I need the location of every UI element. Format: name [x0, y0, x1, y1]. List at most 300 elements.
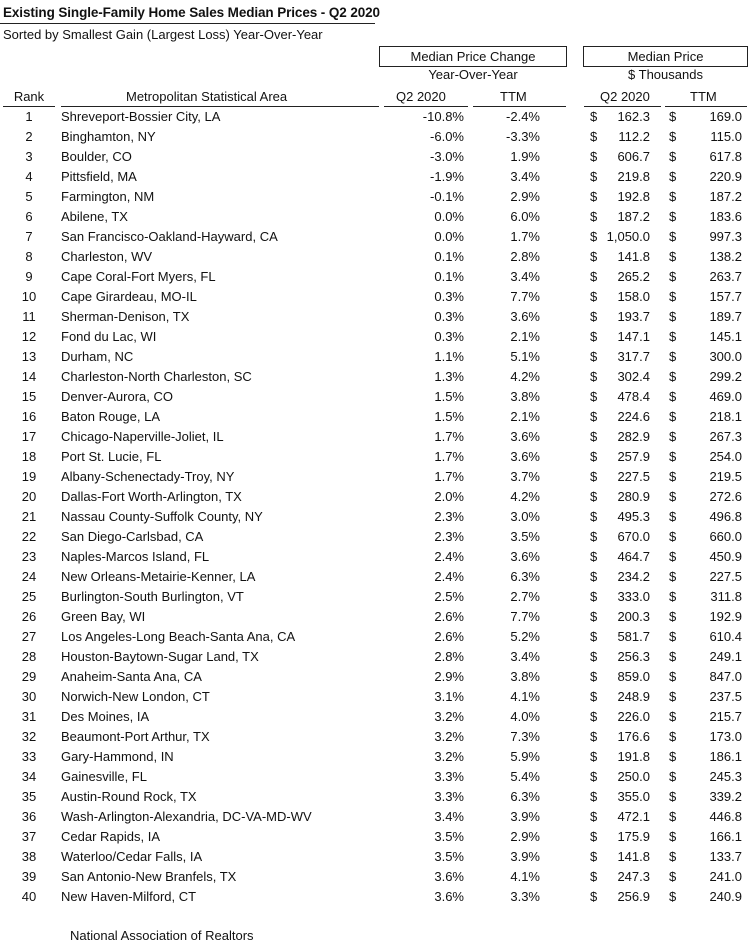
change-ttm-cell: 6.3% [510, 789, 540, 804]
table-row [0, 467, 750, 487]
price-q2-cell: 192.8 [617, 189, 650, 204]
rank-column-header: Rank [13, 89, 45, 104]
msa-name-cell: Dallas-Fort Worth-Arlington, TX [61, 489, 242, 504]
price-q2-cell: 859.0 [617, 669, 650, 684]
currency-symbol: $ [669, 109, 677, 124]
price-q2-cell: 464.7 [617, 549, 650, 564]
rank-cell: 6 [25, 209, 33, 224]
change-ttm-cell: 6.0% [510, 209, 540, 224]
currency-symbol: $ [590, 369, 598, 384]
change-q2-cell: -10.8% [422, 109, 464, 124]
currency-symbol: $ [669, 629, 677, 644]
change-ttm-cell: 3.6% [510, 449, 540, 464]
rank-cell: 7 [25, 229, 33, 244]
title-underline [0, 23, 375, 24]
currency-symbol: $ [590, 509, 598, 524]
currency-symbol: $ [590, 129, 598, 144]
change-ttm-cell: 3.6% [510, 549, 540, 564]
price-q2-cell: 670.0 [617, 529, 650, 544]
change-ttm-cell: 4.0% [510, 709, 540, 724]
change-ttm-cell: 3.7% [510, 469, 540, 484]
change-q2-cell: 0.3% [434, 329, 464, 344]
price-q2-cell: 333.0 [617, 589, 650, 604]
msa-name-cell: Nassau County-Suffolk County, NY [61, 509, 263, 524]
msa-name-cell: Des Moines, IA [61, 709, 150, 724]
table-row [0, 147, 750, 167]
price-q2-cell: 256.3 [617, 649, 650, 664]
table-row [0, 787, 750, 807]
change-q2-cell: 1.7% [434, 469, 464, 484]
currency-symbol: $ [590, 489, 598, 504]
currency-symbol: $ [590, 469, 598, 484]
rank-cell: 3 [25, 149, 33, 164]
price-ttm-cell: 847.0 [709, 669, 742, 684]
price-q2-cell: 265.2 [617, 269, 650, 284]
price-q2-cell: 112.2 [618, 129, 650, 144]
price-q2-cell: 227.5 [617, 469, 650, 484]
currency-symbol: $ [669, 749, 677, 764]
table-row [0, 107, 750, 127]
change-ttm-cell: 4.2% [510, 369, 540, 384]
table-row [0, 647, 750, 667]
currency-symbol: $ [669, 589, 677, 604]
msa-name-cell: San Antonio-New Branfels, TX [61, 869, 237, 884]
currency-symbol: $ [590, 189, 598, 204]
change-ttm-cell: 5.9% [510, 749, 540, 764]
msa-name-cell: New Orleans-Metairie-Kenner, LA [61, 569, 256, 584]
price-ttm-cell: 219.5 [709, 469, 742, 484]
table-row [0, 867, 750, 887]
currency-symbol: $ [669, 849, 677, 864]
rank-cell: 31 [21, 709, 37, 724]
table-row [0, 547, 750, 567]
median-price-group-header: Median Price [583, 46, 748, 67]
currency-symbol: $ [590, 329, 598, 344]
price-q2-cell: 187.2 [617, 209, 650, 224]
price-ttm-cell: 183.6 [709, 209, 742, 224]
currency-symbol: $ [590, 809, 598, 824]
price-q2-cell: 158.0 [617, 289, 650, 304]
change-ttm-cell: 5.2% [510, 629, 540, 644]
currency-symbol: $ [669, 509, 677, 524]
page-subtitle: Sorted by Smallest Gain (Largest Loss) Year-Over-Year [3, 27, 323, 42]
currency-symbol: $ [669, 829, 677, 844]
price-q2-cell: 250.0 [617, 769, 650, 784]
msa-name-cell: Charleston-North Charleston, SC [61, 369, 252, 384]
change-q2-cell: 2.0% [434, 489, 464, 504]
change-q2-cell: -6.0% [430, 129, 464, 144]
rank-cell: 5 [25, 189, 33, 204]
msa-name-cell: Gainesville, FL [61, 769, 147, 784]
change-q2-cell: 1.7% [434, 449, 464, 464]
rank-cell: 33 [21, 749, 37, 764]
currency-symbol: $ [669, 329, 677, 344]
change-q2-cell: -1.9% [430, 169, 464, 184]
price-q2-cell: 472.1 [617, 809, 650, 824]
change-ttm-cell: 1.9% [510, 149, 540, 164]
change-ttm-cell: 3.3% [510, 889, 540, 904]
rank-cell: 32 [21, 729, 37, 744]
price-q2-cell: 302.4 [617, 369, 650, 384]
currency-symbol: $ [590, 729, 598, 744]
msa-name-cell: San Francisco-Oakland-Hayward, CA [61, 229, 278, 244]
currency-symbol: $ [590, 229, 598, 244]
price-ttm-cell: 227.5 [709, 569, 742, 584]
table-row [0, 287, 750, 307]
msa-name-cell: Pittsfield, MA [61, 169, 137, 184]
currency-symbol: $ [590, 849, 598, 864]
currency-symbol: $ [669, 709, 677, 724]
currency-symbol: $ [590, 209, 598, 224]
msa-name-cell: Houston-Baytown-Sugar Land, TX [61, 649, 259, 664]
currency-symbol: $ [669, 769, 677, 784]
change-q2-cell: 3.6% [434, 869, 464, 884]
rank-cell: 20 [21, 489, 37, 504]
msa-name-cell: Waterloo/Cedar Falls, IA [61, 849, 203, 864]
table-row [0, 267, 750, 287]
currency-symbol: $ [590, 689, 598, 704]
msa-name-cell: Cape Girardeau, MO-IL [61, 289, 197, 304]
change-q2-cell: 2.6% [434, 609, 464, 624]
price-ttm-cell: 263.7 [709, 269, 742, 284]
price-q2-cell: 581.7 [617, 629, 650, 644]
price-ttm-cell: 245.3 [709, 769, 742, 784]
currency-symbol: $ [669, 169, 677, 184]
change-ttm-cell: -2.4% [506, 109, 540, 124]
msa-name-cell: Burlington-South Burlington, VT [61, 589, 244, 604]
table-row [0, 427, 750, 447]
rank-cell: 22 [21, 529, 37, 544]
page-title: Existing Single-Family Home Sales Median Prices - Q2 2020 [3, 5, 380, 20]
median-price-group-subheader: $ Thousands [628, 67, 703, 82]
table-row [0, 767, 750, 787]
change-ttm-cell: 2.9% [510, 189, 540, 204]
price-ttm-cell: 173.0 [709, 729, 742, 744]
price-ttm-cell: 145.1 [709, 329, 742, 344]
rank-cell: 27 [21, 629, 37, 644]
change-ttm-cell: 2.9% [510, 829, 540, 844]
currency-symbol: $ [669, 289, 677, 304]
price-q2-cell: 478.4 [617, 389, 650, 404]
currency-symbol: $ [669, 409, 677, 424]
rank-cell: 39 [21, 869, 37, 884]
rank-cell: 1 [25, 109, 33, 124]
price-change-group-subheader: Year-Over-Year [428, 67, 518, 82]
table-row [0, 607, 750, 627]
table-row [0, 207, 750, 227]
change-q2-cell: 1.5% [434, 409, 464, 424]
msa-name-cell: Green Bay, WI [61, 609, 146, 624]
rank-cell: 19 [21, 469, 37, 484]
currency-symbol: $ [590, 549, 598, 564]
table-row [0, 507, 750, 527]
change-ttm-cell: 7.7% [510, 289, 540, 304]
price-q2-cell: 280.9 [617, 489, 650, 504]
table-row [0, 247, 750, 267]
msa-name-cell: Beaumont-Port Arthur, TX [61, 729, 210, 744]
msa-name-cell: Abilene, TX [61, 209, 128, 224]
price-ttm-cell: 339.2 [709, 789, 742, 804]
msa-name-cell: Cedar Rapids, IA [61, 829, 160, 844]
currency-symbol: $ [590, 669, 598, 684]
currency-symbol: $ [590, 269, 598, 284]
table-row [0, 487, 750, 507]
price-ttm-cell: 169.0 [709, 109, 742, 124]
currency-symbol: $ [590, 649, 598, 664]
table-row [0, 587, 750, 607]
price-ttm-cell: 115.0 [710, 129, 742, 144]
change-ttm-cell: 4.1% [510, 689, 540, 704]
price-q2-cell: 147.1 [617, 329, 650, 344]
rank-cell: 10 [21, 289, 37, 304]
change-q2-cell: 2.4% [434, 569, 464, 584]
table-row [0, 127, 750, 147]
currency-symbol: $ [669, 129, 677, 144]
change-q2-cell: 3.4% [434, 809, 464, 824]
price-q2-cell: 234.2 [617, 569, 650, 584]
msa-name-cell: Charleston, WV [61, 249, 153, 264]
currency-symbol: $ [590, 529, 598, 544]
rank-cell: 30 [21, 689, 37, 704]
rank-cell: 9 [25, 269, 33, 284]
price-ttm-cell: 166.1 [709, 829, 742, 844]
change-q2-cell: 1.5% [434, 389, 464, 404]
rank-cell: 12 [21, 329, 37, 344]
change-q2-cell: 1.3% [434, 369, 464, 384]
change-ttm-cell: 4.1% [510, 869, 540, 884]
currency-symbol: $ [590, 429, 598, 444]
table-row [0, 167, 750, 187]
rank-cell: 29 [21, 669, 37, 684]
currency-symbol: $ [669, 449, 677, 464]
msa-name-cell: Port St. Lucie, FL [61, 449, 162, 464]
rank-cell: 34 [21, 769, 37, 784]
price-q2-cell: 256.9 [617, 889, 650, 904]
price-q2-cell: 224.6 [617, 409, 650, 424]
price-ttm-cell: 617.8 [709, 149, 742, 164]
price-q2-cell: 200.3 [617, 609, 650, 624]
msa-name-cell: Boulder, CO [61, 149, 132, 164]
change-ttm-cell: 3.4% [510, 649, 540, 664]
price-ttm-cell: 133.7 [709, 849, 742, 864]
currency-symbol: $ [669, 549, 677, 564]
rank-cell: 2 [25, 129, 33, 144]
currency-symbol: $ [590, 749, 598, 764]
table-row [0, 667, 750, 687]
currency-symbol: $ [669, 669, 677, 684]
table-row [0, 447, 750, 467]
price-ttm-cell: 660.0 [709, 529, 742, 544]
price-ttm-cell: 249.1 [709, 649, 742, 664]
rank-cell: 18 [21, 449, 37, 464]
currency-symbol: $ [669, 369, 677, 384]
change-ttm-cell: 2.1% [510, 409, 540, 424]
msa-name-cell: Denver-Aurora, CO [61, 389, 173, 404]
currency-symbol: $ [590, 769, 598, 784]
price-q2-cell: 193.7 [617, 309, 650, 324]
price-q2-cell: 1,050.0 [606, 229, 650, 244]
change-q2-cell: 2.6% [434, 629, 464, 644]
table-row [0, 367, 750, 387]
price-q2-cell: 191.8 [617, 749, 650, 764]
msa-name-cell: New Haven-Milford, CT [61, 889, 197, 904]
rank-cell: 25 [21, 589, 37, 604]
change-ttm-cell: 3.6% [510, 309, 540, 324]
price-q2-cell: 282.9 [617, 429, 650, 444]
currency-symbol: $ [590, 609, 598, 624]
msa-name-cell: Austin-Round Rock, TX [61, 789, 197, 804]
price-q2-column-header: Q2 2020 [600, 89, 650, 104]
change-q2-cell: -3.0% [430, 149, 464, 164]
change-ttm-cell: 3.8% [510, 389, 540, 404]
currency-symbol: $ [669, 789, 677, 804]
currency-symbol: $ [669, 149, 677, 164]
change-ttm-cell: 4.2% [510, 489, 540, 504]
change-q2-cell: 0.1% [434, 249, 464, 264]
table-row [0, 227, 750, 247]
price-ttm-cell: 469.0 [709, 389, 742, 404]
table-row [0, 847, 750, 867]
change-q2-cell: 3.6% [434, 889, 464, 904]
msa-name-cell: Albany-Schenectady-Troy, NY [61, 469, 235, 484]
change-q2-cell: 3.2% [434, 709, 464, 724]
price-q2-cell: 162.3 [617, 109, 650, 124]
change-ttm-cell: 7.3% [510, 729, 540, 744]
currency-symbol: $ [669, 529, 677, 544]
change-ttm-cell: 6.3% [510, 569, 540, 584]
table-row [0, 187, 750, 207]
currency-symbol: $ [590, 629, 598, 644]
currency-symbol: $ [669, 429, 677, 444]
price-q2-cell: 141.8 [617, 849, 650, 864]
change-q2-cell: 3.1% [434, 689, 464, 704]
change-q2-cell: 3.3% [434, 789, 464, 804]
change-ttm-cell: 3.4% [510, 169, 540, 184]
change-q2-cell: 2.4% [434, 549, 464, 564]
currency-symbol: $ [590, 169, 598, 184]
source-note: National Association of Realtors [70, 928, 254, 943]
currency-symbol: $ [669, 269, 677, 284]
change-q2-cell: 0.0% [434, 209, 464, 224]
currency-symbol: $ [590, 289, 598, 304]
table-row [0, 567, 750, 587]
price-ttm-cell: 220.9 [709, 169, 742, 184]
change-q2-cell: 2.8% [434, 649, 464, 664]
rank-cell: 35 [21, 789, 37, 804]
currency-symbol: $ [590, 149, 598, 164]
change-ttm-cell: 3.8% [510, 669, 540, 684]
price-ttm-cell: 187.2 [709, 189, 742, 204]
price-ttm-cell: 267.3 [709, 429, 742, 444]
currency-symbol: $ [669, 309, 677, 324]
table-row [0, 807, 750, 827]
change-ttm-cell: -3.3% [506, 129, 540, 144]
price-q2-cell: 219.8 [617, 169, 650, 184]
price-ttm-cell: 446.8 [709, 809, 742, 824]
rank-cell: 38 [21, 849, 37, 864]
change-ttm-cell: 3.0% [510, 509, 540, 524]
change-q2-cell: 0.3% [434, 309, 464, 324]
currency-symbol: $ [590, 389, 598, 404]
table-row [0, 627, 750, 647]
rank-cell: 16 [21, 409, 37, 424]
change-q2-cell: 0.1% [434, 269, 464, 284]
msa-name-cell: Anaheim-Santa Ana, CA [61, 669, 202, 684]
rank-cell: 14 [21, 369, 37, 384]
table-row [0, 327, 750, 347]
rank-cell: 13 [21, 349, 37, 364]
msa-name-cell: Wash-Arlington-Alexandria, DC-VA-MD-WV [61, 809, 312, 824]
rank-cell: 28 [21, 649, 37, 664]
rank-cell: 17 [21, 429, 37, 444]
currency-symbol: $ [590, 309, 598, 324]
msa-name-cell: Shreveport-Bossier City, LA [61, 109, 221, 124]
msa-name-cell: Gary-Hammond, IN [61, 749, 174, 764]
msa-name-cell: Durham, NC [61, 349, 134, 364]
change-ttm-cell: 7.7% [510, 609, 540, 624]
change-ttm-cell: 3.6% [510, 429, 540, 444]
currency-symbol: $ [590, 409, 598, 424]
change-q2-cell: 3.2% [434, 749, 464, 764]
price-q2-cell: 226.0 [617, 709, 650, 724]
change-ttm-cell: 2.8% [510, 249, 540, 264]
table-row [0, 747, 750, 767]
currency-symbol: $ [590, 889, 598, 904]
msa-name-cell: Baton Rouge, LA [61, 409, 161, 424]
change-q2-cell: 2.3% [434, 509, 464, 524]
currency-symbol: $ [669, 809, 677, 824]
change-ttm-cell: 2.7% [510, 589, 540, 604]
change-ttm-cell: 3.5% [510, 529, 540, 544]
currency-symbol: $ [669, 209, 677, 224]
currency-symbol: $ [590, 869, 598, 884]
change-q2-cell: 3.2% [434, 729, 464, 744]
msa-name-cell: Binghamton, NY [61, 129, 156, 144]
change-q2-cell: 2.9% [434, 669, 464, 684]
currency-symbol: $ [669, 189, 677, 204]
price-ttm-cell: 192.9 [709, 609, 742, 624]
msa-name-cell: Norwich-New London, CT [61, 689, 210, 704]
change-ttm-cell: 5.1% [510, 349, 540, 364]
rank-cell: 4 [25, 169, 33, 184]
table-row [0, 887, 750, 907]
currency-symbol: $ [669, 609, 677, 624]
rank-cell: 40 [21, 889, 37, 904]
currency-symbol: $ [590, 249, 598, 264]
price-ttm-cell: 450.9 [709, 549, 742, 564]
msa-name-cell: Fond du Lac, WI [61, 329, 157, 344]
rank-cell: 11 [22, 309, 36, 324]
currency-symbol: $ [669, 489, 677, 504]
change-q2-cell: 0.3% [434, 289, 464, 304]
change-q2-column-header: Q2 2020 [396, 89, 446, 104]
price-ttm-cell: 189.7 [709, 309, 742, 324]
change-ttm-cell: 1.7% [510, 229, 540, 244]
price-ttm-cell: 496.8 [709, 509, 742, 524]
msa-name-cell: Los Angeles-Long Beach-Santa Ana, CA [61, 629, 296, 644]
currency-symbol: $ [669, 349, 677, 364]
price-ttm-cell: 240.9 [709, 889, 742, 904]
currency-symbol: $ [669, 689, 677, 704]
change-ttm-cell: 3.9% [510, 849, 540, 864]
price-q2-cell: 141.8 [617, 249, 650, 264]
msa-column-header: Metropolitan Statistical Area [126, 89, 288, 104]
change-q2-cell: 3.5% [434, 829, 464, 844]
change-ttm-cell: 3.9% [510, 809, 540, 824]
currency-symbol: $ [669, 569, 677, 584]
change-q2-cell: 2.5% [434, 589, 464, 604]
change-ttm-cell: 3.4% [510, 269, 540, 284]
